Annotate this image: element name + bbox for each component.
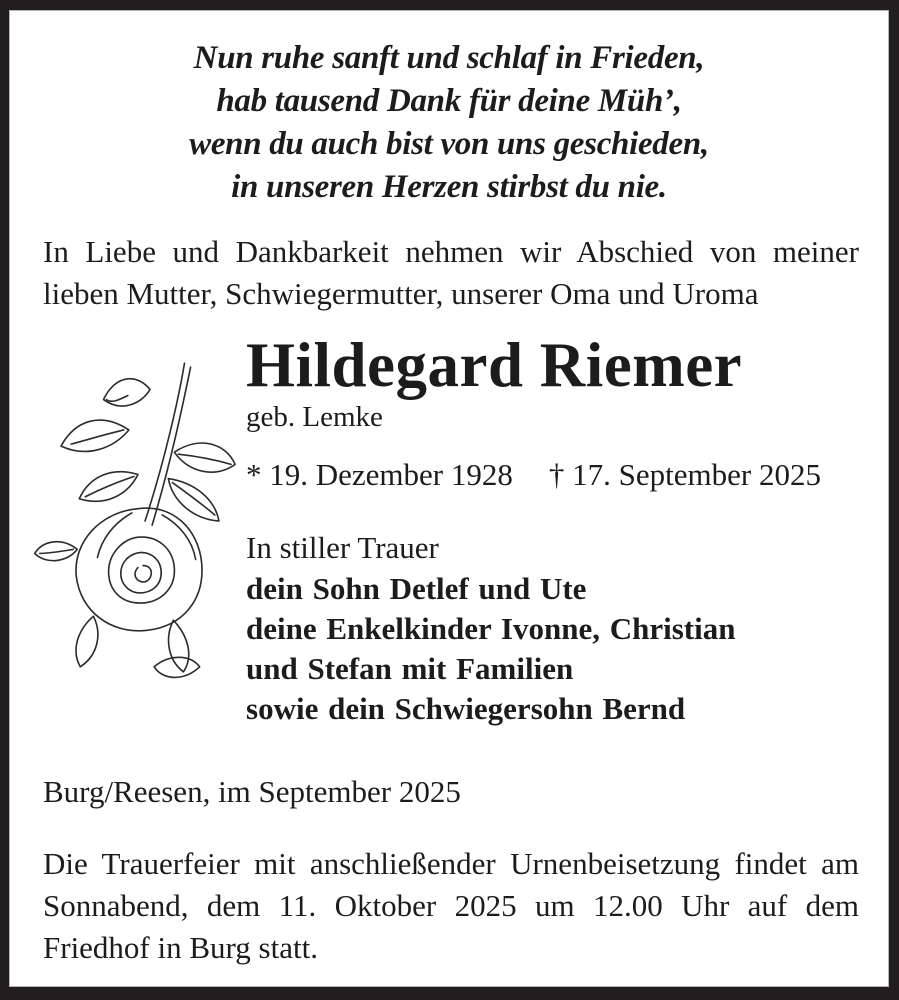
mourner-line: sowie dein Schwiegersohn Bernd xyxy=(246,691,686,726)
deceased-name: Hildegard Riemer xyxy=(246,330,743,400)
rose-line-art xyxy=(28,351,256,685)
funeral-info: Die Trauerfeier mit anschließender Urnenbeisetzung findet am Sonnabend, dem 11. Oktober 2025 um 12.00 Uhr auf dem Friedhof in Burg statt. xyxy=(43,846,859,965)
farewell-intro-text: In Liebe und Dankbarkeit nehmen wir Abschied von meiner lieben Mutter, Schwiegermutter, unserer Oma und Uroma xyxy=(43,234,859,311)
poem-line: wenn du auch bist von uns geschieden, xyxy=(189,126,709,162)
mourner-line: deine Enkelkinder Ivonne, Christian xyxy=(246,611,736,646)
mourner-line: dein Sohn Detlef und Ute xyxy=(246,571,587,606)
birth-date-text: 19. Dezember 1928 xyxy=(269,457,513,492)
birth-date xyxy=(246,455,513,495)
deceased-block xyxy=(246,331,888,729)
death-symbol: † xyxy=(548,457,565,492)
mourners-list xyxy=(246,569,888,729)
mourning-heading: In stiller Trauer xyxy=(246,530,439,565)
death-date xyxy=(549,455,821,495)
memorial-poem xyxy=(10,37,888,209)
birth-symbol: * xyxy=(246,457,262,492)
mourner-line: und Stefan mit Familien xyxy=(246,651,574,686)
life-dates xyxy=(246,455,888,495)
poem-line: hab tausend Dank für deine Müh’, xyxy=(216,83,682,119)
rose-illustration xyxy=(28,351,256,685)
poem-line: in unseren Herzen stirbst du nie. xyxy=(231,169,667,205)
place-and-date: Burg/Reesen, im September 2025 xyxy=(43,774,461,809)
maiden-name: geb. Lemke xyxy=(246,401,383,433)
poem-line: Nun ruhe sanft und schlaf in Frieden, xyxy=(193,40,705,76)
death-date-text: 17. September 2025 xyxy=(572,457,821,492)
obituary-sheet xyxy=(9,10,889,987)
